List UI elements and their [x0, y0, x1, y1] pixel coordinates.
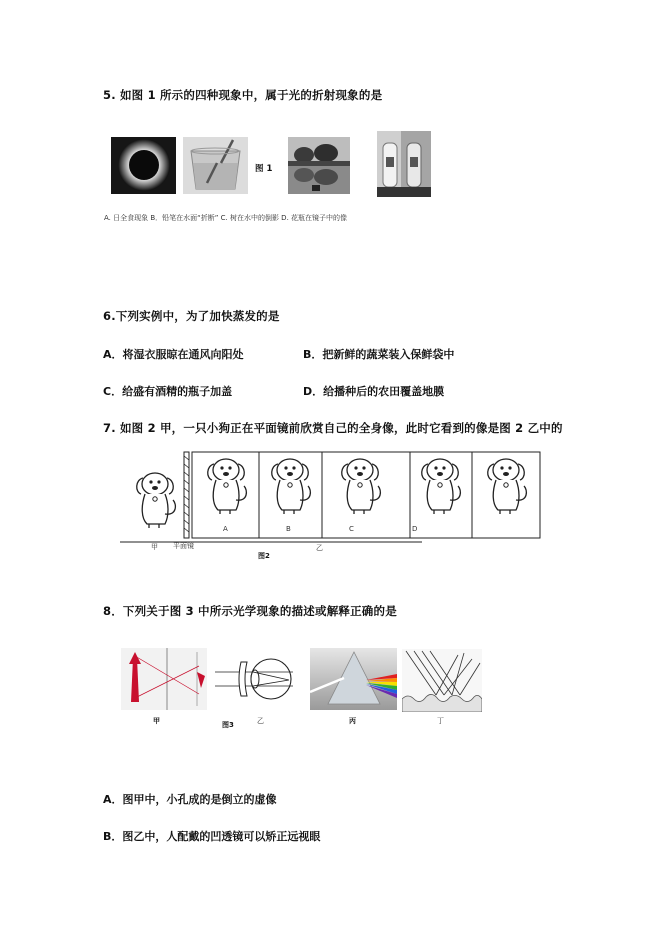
question-7-text: 7. 如图 2 甲，一只小狗正在平面镜前欣赏自己的全身像，此时它看到的像是图 2 乙中的: [103, 421, 563, 435]
fig3-label-jia: 甲: [153, 717, 160, 725]
choice-d-label: D: [412, 525, 418, 533]
choice-b-label: B: [286, 525, 291, 533]
pinhole-image: [121, 648, 207, 710]
figure-1-label: 图 1: [255, 164, 273, 174]
fig3-label-bing: 丙: [349, 717, 356, 725]
prism-image: [310, 648, 397, 710]
q6-option-d: D．给播种后的农田覆盖地膜: [303, 385, 445, 398]
choice-a-label: A: [223, 525, 228, 533]
question-8-text: 8．下列关于图 3 中所示光学现象的描述或解释正确的是: [103, 604, 397, 618]
tree-reflection-photo: [288, 137, 350, 194]
mirror-label: 平面镜: [173, 542, 194, 550]
q8-option-a: A．图甲中，小孔成的是倒立的虚像: [103, 793, 277, 806]
fig2-label-yi: 乙: [316, 544, 323, 552]
fig3-label-ding: 丁: [437, 717, 444, 725]
figure-2-label: 图2: [258, 552, 270, 560]
q8-option-b: B．图乙中，人配戴的凹透镜可以矫正远视眼: [103, 830, 321, 843]
fig3-label-yi: 乙: [257, 717, 264, 725]
q6-option-c: C．给盛有酒精的瓶子加盖: [103, 385, 233, 398]
question-5-text: 5. 如图 1 所示的四种现象中，属于光的折射现象的是: [103, 88, 383, 102]
eye-lens-diagram: [213, 650, 295, 708]
vase-mirror-photo: [377, 131, 431, 197]
question-6-text: 6.下列实例中，为了加快蒸发的是: [103, 309, 280, 323]
pencil-in-water-photo: [183, 137, 248, 194]
q6-option-a: A．将湿衣服晾在通风向阳处: [103, 348, 244, 361]
choice-c-label: C: [349, 525, 354, 533]
figure-3-label: 图3: [222, 721, 234, 729]
fig2-label-jia: 甲: [151, 543, 158, 551]
diffuse-reflection-image: [402, 649, 482, 712]
eclipse-photo: [111, 137, 176, 194]
q6-option-b: B．把新鲜的蔬菜装入保鲜袋中: [303, 348, 455, 361]
figure-1-caption: A. 日全食现象 B．铅笔在水面“折断” C. 树在水中的倒影 D. 花瓶在镜子中的像: [104, 214, 348, 222]
